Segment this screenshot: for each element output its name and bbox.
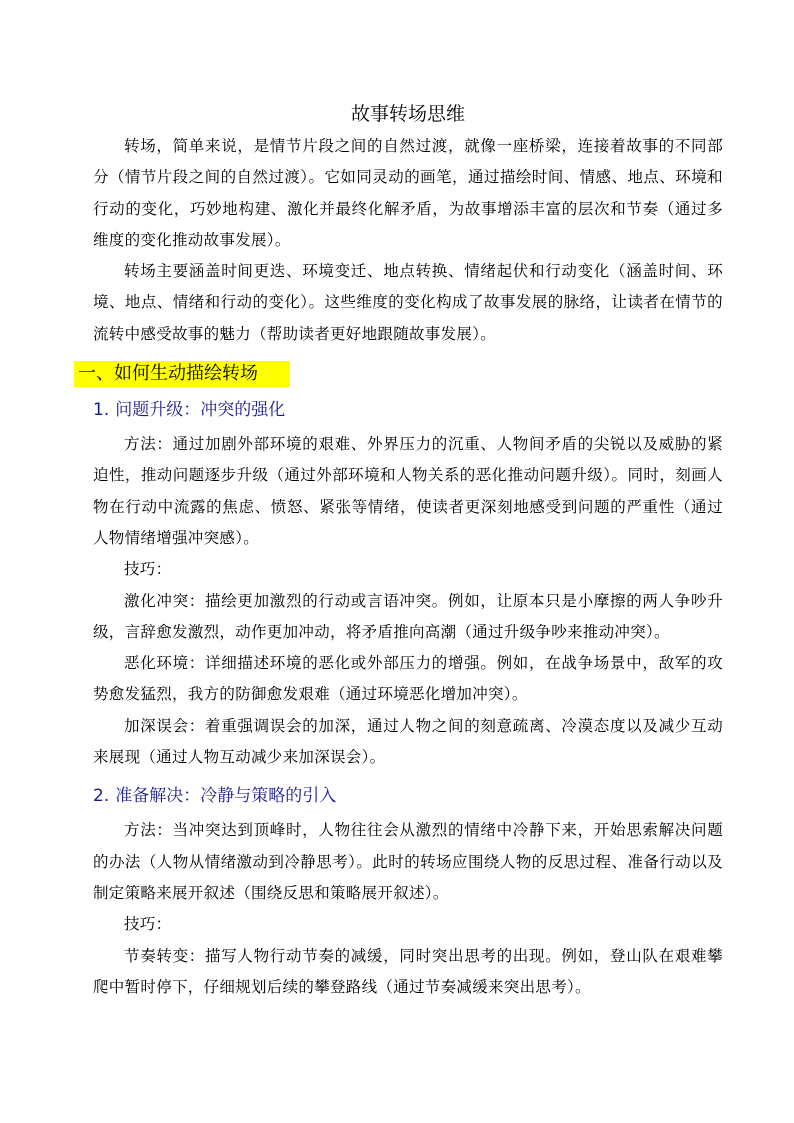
section-heading-1: 一、如何生动描绘转场	[74, 361, 290, 387]
intro-paragraph-1: 转场，简单来说，是情节片段之间的自然过渡，就像一座桥梁，连接着故事的不同部分（情节片段之间的自然过渡）。它如同灵动的画笔，通过描绘时间、情感、地点、环境和行动的变化，巧妙地构建、激化并最终化解矛盾，为故事增添丰富的层次和节奏（通过多维度的变化推动故事发展）。	[93, 137, 723, 249]
subsection-heading-2	[93, 781, 723, 811]
subsection-title-2: 准备解决：冷静与策略的引入	[115, 786, 337, 807]
method-paragraph-2: 方法：当冲突达到顶峰时，人物往往会从激烈的情绪中冷静下来，开始思索解决问题的办法（人物从情绪激动到冷静思考）。此时的转场应围绕人物的反思过程、准备行动以及制定策略来展开叙述（围绕反思和策略展开叙述）。	[93, 821, 723, 902]
tip-worsen-environment: 恶化环境：详细描述环境的恶化或外部压力的增强。例如，在战争场景中，敌军的攻势愈发猛烈，我方的防御愈发艰难（通过环境恶化增加冲突）。	[93, 654, 723, 704]
tips-label-1: 技巧：	[124, 560, 172, 579]
subsection-heading-1	[93, 395, 723, 425]
subsection-number-2: 2.	[93, 786, 110, 807]
subsection-title-1: 问题升级：冲突的强化	[115, 400, 286, 421]
document-body	[78, 100, 723, 1003]
document-title: 故事转场思维	[350, 103, 465, 125]
tip-intensify-conflict: 激化冲突：描绘更加激烈的行动或言语冲突。例如，让原本只是小摩擦的两人争吵升级，言辞愈发激烈，动作更加冲动，将矛盾推向高潮（通过升级争吵来推动冲突）。	[93, 591, 723, 641]
intro-paragraph-2: 转场主要涵盖时间更迭、环境变迁、地点转换、情绪起伏和行动变化（涵盖时间、环境、地点、情绪和行动的变化）。这些维度的变化构成了故事发展的脉络，让读者在情节的流转中感受故事的魅力（帮助读者更好地跟随故事发展）。	[93, 262, 723, 343]
tips-label-2: 技巧：	[124, 915, 172, 934]
method-paragraph-1: 方法：通过加剧外部环境的艰难、外界压力的沉重、人物间矛盾的尖锐以及威胁的紧迫性，推动问题逐步升级（通过外部环境和人物关系的恶化推动问题升级）。同时，刻画人物在行动中流露的焦虑、愤怒、紧张等情绪，使读者更深刻地感受到问题的严重性（通过人物情绪增强冲突感）。	[93, 435, 723, 547]
tip-deepen-misunderstanding: 加深误会：着重强调误会的加深，通过人物之间的刻意疏离、冷漠态度以及减少互动来展现（通过人物互动减少来加深误会）。	[93, 716, 723, 767]
tip-rhythm-change: 节奏转变：描写人物行动节奏的减缓，同时突出思考的出现。例如，登山队在艰难攀爬中暂时停下，仔细规划后续的攀登路线（通过节奏减缓来突出思考）。	[93, 946, 723, 996]
subsection-number-1: 1.	[93, 400, 110, 421]
